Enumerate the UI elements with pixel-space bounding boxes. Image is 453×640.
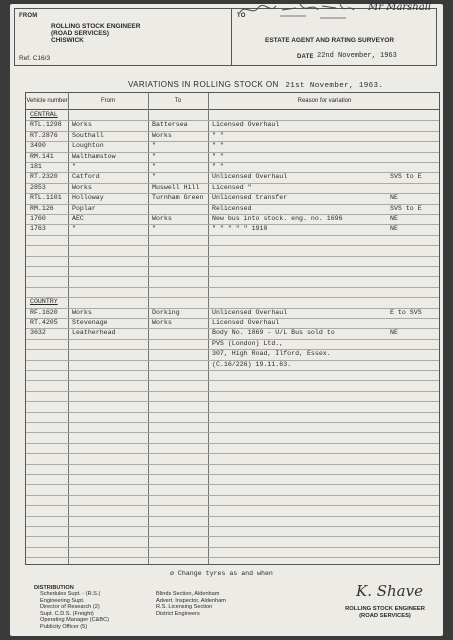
handwritten-scribble — [236, 0, 366, 22]
title-text: VARIATIONS IN ROLLING STOCK ON — [128, 80, 279, 89]
row-rule — [26, 266, 439, 267]
signatory-title — [340, 606, 430, 620]
cell-vehicle: RT.2320 — [30, 173, 58, 181]
row-rule — [26, 484, 439, 485]
cell-to: Dorking — [152, 308, 180, 316]
cell-vehicle: RF.1620 — [30, 308, 58, 316]
row-rule — [26, 505, 439, 506]
cell-code: E to SVS — [390, 308, 422, 316]
row-rule — [26, 297, 439, 298]
to-line: ESTATE AGENT AND RATING SURVEYOR — [265, 37, 395, 44]
cell-from: Catford — [72, 173, 100, 181]
cell-reason: Licensed Overhaul — [212, 121, 280, 129]
from-line-3: CHISWICK — [51, 37, 84, 44]
cell-reason: PVS (London) Ltd., — [212, 339, 284, 347]
distribution-item: Supt. C.D.S. (Freight) — [40, 610, 94, 617]
cell-reason: Body No. 1869 - U/L Bus sold to — [212, 329, 335, 337]
cell-reason: " " — [212, 131, 224, 139]
page-title — [128, 80, 383, 90]
header-divider — [231, 9, 232, 65]
col-reason: Reason for variation — [297, 98, 352, 105]
row-rule — [26, 516, 439, 517]
from-label: FROM — [19, 13, 38, 19]
section-country: COUNTRY — [30, 298, 58, 305]
row-rule — [26, 536, 439, 537]
cell-reason: Relicensed — [212, 204, 252, 212]
distribution-item: District Engineers — [156, 610, 200, 617]
col-vehicle: Vehicle number — [26, 98, 68, 105]
row-rule — [26, 412, 439, 413]
cell-vehicle: 3632 — [30, 329, 46, 337]
cell-reason: Licensed Overhaul — [212, 319, 280, 326]
distribution-item: Advert. Inspector, Aldenham — [156, 597, 226, 604]
row-rule — [26, 256, 439, 257]
cell-from: Holloway — [72, 194, 104, 202]
row-rule — [26, 474, 439, 475]
cell-from: Works — [72, 308, 92, 316]
row-rule — [26, 380, 439, 381]
cell-reason: " " " " " 1910 — [212, 225, 268, 233]
cell-vehicle: RTL.1101 — [30, 194, 62, 202]
row-rule — [26, 235, 439, 236]
cell-reason: Licensed " — [212, 183, 252, 191]
distribution-item: Publicity Officer (5) — [40, 624, 88, 630]
cell-to: Battersea — [152, 121, 188, 129]
row-rule — [26, 526, 439, 527]
cell-from: Works — [72, 183, 92, 191]
distribution-item: R.S. Licensing Section — [156, 604, 213, 611]
table-rows — [26, 110, 439, 566]
cell-to: Turnham Green — [152, 194, 204, 202]
cell-vehicle: 3490 — [30, 142, 46, 150]
signature: K. Shave — [356, 582, 423, 600]
distribution-title: DISTRIBUTION — [34, 585, 74, 591]
row-rule — [26, 287, 439, 288]
cell-reason: " " — [212, 163, 224, 170]
cell-to: " — [152, 173, 156, 181]
cell-to: " — [152, 163, 156, 170]
cell-vehicle: RT.4205 — [30, 319, 58, 326]
to-label: TO — [237, 13, 246, 19]
cell-reason: Unlicensed Overhaul — [212, 308, 288, 316]
ref-number: Ref. C16/3 — [19, 55, 51, 62]
cell-vehicle: RTL.1298 — [30, 121, 62, 129]
cell-code: NE — [390, 215, 398, 222]
cell-to: Works — [152, 131, 172, 139]
signatory-title-line-1: ROLLING STOCK ENGINEER — [345, 606, 425, 612]
cell-to: Muswell Hill — [152, 183, 200, 191]
cell-reason: Unlicensed transfer — [212, 194, 288, 202]
header-box — [14, 8, 437, 66]
cell-reason: " " — [212, 142, 224, 150]
cell-vehicle: RM.141 — [30, 152, 54, 160]
col-from: From — [101, 98, 115, 105]
footnote: ø Change tyres as and when — [170, 570, 273, 577]
cell-from: " — [72, 225, 76, 233]
row-rule — [26, 453, 439, 454]
date-value: 22nd November, 1963 — [317, 52, 397, 60]
title-date: 21st November, 1963. — [285, 82, 384, 90]
row-rule — [26, 495, 439, 496]
from-line-2: (ROAD SERVICES) — [51, 30, 110, 37]
distribution-item: Schedules Supt. - (R.S.) — [40, 591, 101, 597]
row-rule — [26, 557, 439, 558]
row-rule — [26, 162, 439, 163]
cell-from: Loughton — [72, 142, 104, 150]
cell-from: " — [72, 163, 76, 170]
row-rule — [26, 370, 439, 371]
cell-from: Poplar — [72, 204, 96, 212]
cell-vehicle: 1763 — [30, 225, 46, 233]
row-rule — [26, 245, 439, 246]
date-label: DATE — [297, 54, 314, 60]
cell-vehicle: 2853 — [30, 183, 46, 191]
cell-to: " — [152, 142, 156, 150]
cell-from: Walthamstow — [72, 152, 116, 160]
distribution-item: Operating Manager (C&BC) — [40, 617, 110, 624]
signatory-title-line-2: (ROAD SERVICES) — [359, 613, 411, 619]
row-rule — [26, 391, 439, 392]
cell-vehicle: RT.2876 — [30, 131, 58, 139]
cell-code: NE — [390, 194, 398, 202]
from-line-1: ROLLING STOCK ENGINEER — [51, 23, 141, 30]
cell-reason: " " — [212, 152, 224, 160]
row-rule — [26, 422, 439, 423]
variations-table — [25, 92, 440, 565]
col-to: To — [174, 98, 182, 105]
section-central: CENTRAL — [30, 111, 58, 118]
cell-vehicle: 181 — [30, 163, 42, 170]
cell-code: NE — [390, 329, 398, 337]
cell-code: SVS to E — [390, 173, 422, 181]
row-rule — [26, 432, 439, 433]
cell-reason: 307, High Road, Ilford, Essex. — [212, 350, 331, 358]
row-rule — [26, 443, 439, 444]
cell-vehicle: 1760 — [30, 215, 46, 222]
row-rule — [26, 401, 439, 402]
cell-reason: (C.16/226) 19.11.63. — [212, 360, 292, 368]
cell-to: " — [152, 152, 156, 160]
cell-from: Southall — [72, 131, 104, 139]
cell-reason: New bus into stock. eng. no. 1696 — [212, 215, 343, 222]
cell-code: SVS to E — [390, 204, 422, 212]
cell-from: Stevenage — [72, 319, 108, 326]
table-header — [26, 93, 439, 110]
cell-code: NE — [390, 225, 398, 233]
cell-vehicle: RM.126 — [30, 204, 54, 212]
cell-to: " — [152, 225, 156, 233]
cell-reason: Unlicensed Overhaul — [212, 173, 288, 181]
distribution-item: Engineering Supt. — [40, 597, 85, 604]
cell-from: AEC — [72, 215, 84, 222]
cell-from: Leatherhead — [72, 329, 116, 337]
cell-to: Works — [152, 319, 172, 326]
row-rule — [26, 276, 439, 277]
cell-from: Works — [72, 121, 92, 129]
row-rule — [26, 464, 439, 465]
distribution-item: Director of Research (2) — [40, 604, 100, 611]
distribution-item: Blinds Section, Aldenham — [156, 591, 220, 597]
handwritten-addressee: Mr Marshall — [368, 2, 432, 13]
row-rule — [26, 547, 439, 548]
cell-to: Works — [152, 215, 172, 222]
